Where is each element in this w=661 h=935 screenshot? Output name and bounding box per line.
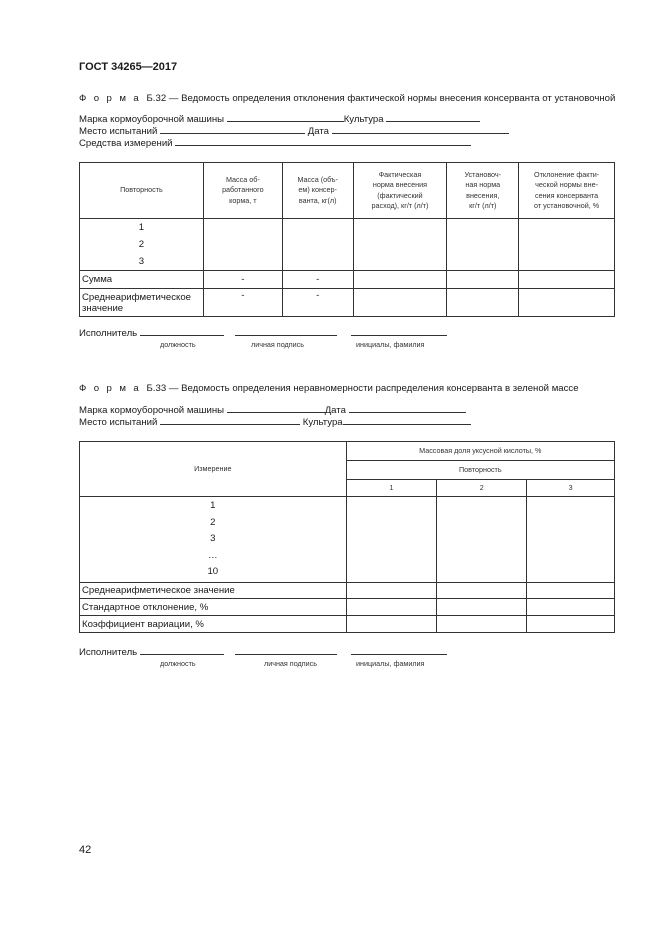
repeat-number: 2 <box>437 480 527 497</box>
col-header-actual-rate: Фактическая норма внесения (фактический расход), кг/т (л/т) <box>353 163 447 219</box>
form33-mean-row <box>80 583 615 599</box>
repeat-numbers: 1 2 3 <box>80 219 204 271</box>
col-header-set-rate: Установоч- ная норма внесения, кг/т (л/т) <box>447 163 519 219</box>
form33-header-row-1 <box>80 442 615 461</box>
col-header-preservative-mass: Масса (объ- ем) консер- ванта, кг(л) <box>282 163 353 219</box>
form33-table <box>79 441 615 633</box>
col-header-feed-mass: Масса об- работанного корма, т <box>203 163 282 219</box>
form32-signature-line: Исполнитель <box>79 326 447 339</box>
form32-mean-row <box>80 289 615 317</box>
form33-data-rows <box>80 497 615 583</box>
dash-cell: - <box>203 271 282 289</box>
cv-label: Коэффициент вариации, % <box>80 616 347 633</box>
form32-sum-row <box>80 271 615 289</box>
form32-machine-line: Марка кормоуборочной машины Культура <box>79 112 480 125</box>
sum-label: Сумма <box>80 271 204 289</box>
repeat-number: 1 <box>346 480 437 497</box>
repeat-number: 3 <box>527 480 615 497</box>
col-header-deviation: Отклонение факти- ческой нормы вне- сения консерванта от установочной, % <box>519 163 615 219</box>
dash-cell: - <box>203 289 282 317</box>
mean-label: Среднеарифметическое значение <box>80 583 347 599</box>
measure-numbers: 1 2 3 … 10 <box>80 497 347 583</box>
caption-position: должность <box>160 340 196 349</box>
col-header-repeat: Повторность <box>346 461 614 480</box>
form33-machine-line: Марка кормоуборочной машины Дата <box>79 403 466 416</box>
caption-signature: личная подпись <box>264 659 317 668</box>
form32-header-row <box>80 163 615 219</box>
form32-place-line: Место испытаний Дата <box>79 124 509 137</box>
form32-title: Ф о р м а Б.32 — Ведомость определения отклонения фактической нормы внесения консерванта от установочной <box>79 93 616 104</box>
col-header-acetic-mass: Массовая доля уксусной кислоты, % <box>346 442 614 461</box>
mean-label: Среднеарифметическое значение <box>80 289 204 317</box>
form33-signature-line: Исполнитель <box>79 645 447 658</box>
std-label: Стандартное отклонение, % <box>80 599 347 616</box>
dash-cell: - <box>282 271 353 289</box>
document-header: ГОСТ 34265—2017 <box>79 61 178 73</box>
form32-table <box>79 162 615 317</box>
form33-place-line: Место испытаний Культура <box>79 415 471 428</box>
caption-initials: инициалы, фамилия <box>356 340 425 349</box>
form33-std-row <box>80 599 615 616</box>
page-number: 42 <box>79 844 92 856</box>
form33-title: Ф о р м а Б.33 — Ведомость определения неравномерности распределения консерванта в зеленой массе <box>79 383 579 394</box>
form32-data-rows <box>80 219 615 271</box>
form33-cv-row <box>80 616 615 633</box>
caption-signature: личная подпись <box>251 340 304 349</box>
dash-cell: - <box>282 289 353 317</box>
col-header-measure: Измерение <box>80 442 347 497</box>
caption-position: должность <box>160 659 196 668</box>
col-header-repeat: Повторность <box>80 163 204 219</box>
caption-initials: инициалы, фамилия <box>356 659 425 668</box>
form32-instruments-line: Средства измерений <box>79 136 471 149</box>
